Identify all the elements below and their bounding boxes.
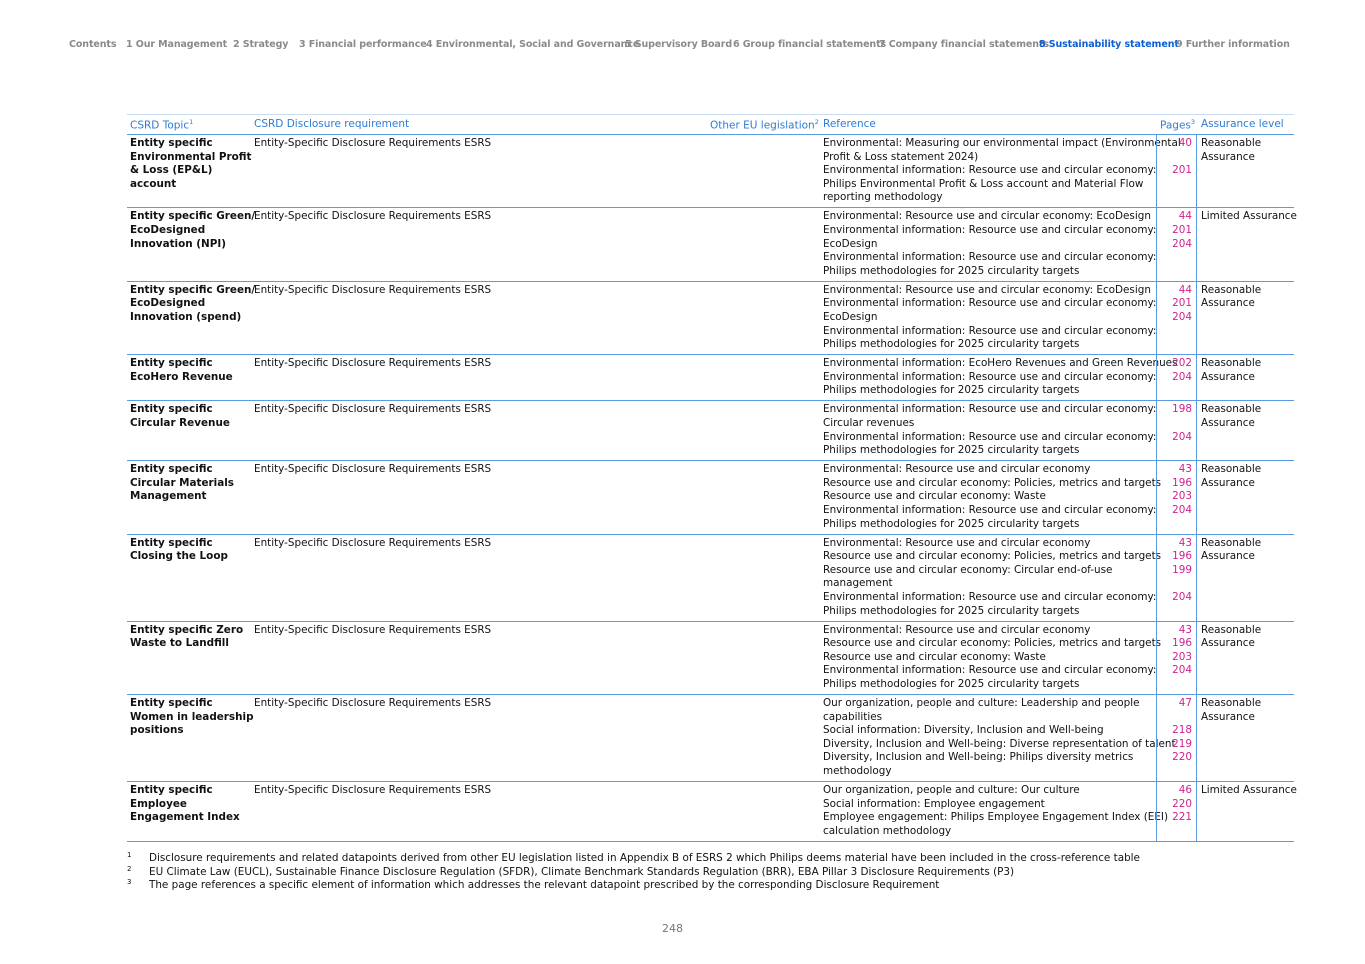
topic-line: Entity specific <box>130 463 213 476</box>
topic-line: Entity specific <box>130 783 213 796</box>
page-link[interactable]: 201 <box>1172 297 1192 310</box>
page-link[interactable]: 203 <box>1172 650 1192 663</box>
footnote <box>127 852 1227 866</box>
table-row <box>127 782 1297 842</box>
page-link <box>1157 605 1192 619</box>
disclosure-requirement-cell: Entity-Specific Disclosure Requirements ESRS <box>254 283 492 296</box>
assurance-line: Reasonable <box>1201 696 1262 709</box>
assurance-line: Assurance <box>1201 637 1255 650</box>
reference-line: Environmental information: Resource use and circular economy: <box>823 324 1157 337</box>
pages-cell <box>1156 282 1197 354</box>
reference-line: EcoDesign <box>823 310 878 323</box>
reference-line: Philips methodologies for 2025 circularity targets <box>823 444 1080 457</box>
assurance-level-cell <box>1201 284 1296 311</box>
nav-item-our-management[interactable]: 1 Our Management <box>126 39 228 50</box>
csrd-topic-cell <box>130 210 256 251</box>
assurance-line: Reasonable <box>1201 536 1262 549</box>
reference-cell <box>823 137 1181 205</box>
csrd-topic-cell <box>130 697 252 738</box>
reference-cell <box>823 783 1169 838</box>
topic-line: Environmental Profit <box>130 150 252 163</box>
reference-cell <box>823 696 1176 779</box>
topic-line: Entity specific <box>130 696 213 709</box>
reference-line: Environmental information: Resource use and circular economy: <box>823 164 1157 177</box>
nav-item-further-information[interactable]: 9 Further information <box>1176 39 1290 50</box>
assurance-line: Reasonable <box>1201 623 1262 636</box>
page-link[interactable]: 204 <box>1172 590 1192 603</box>
assurance-level-cell <box>1201 357 1296 384</box>
reference-cell <box>823 463 1162 531</box>
page-link <box>1157 577 1192 591</box>
reference-line: Resource use and circular economy: Policies, metrics and targets <box>823 476 1162 489</box>
disclosure-requirement-cell: Entity-Specific Disclosure Requirements ESRS <box>254 696 492 709</box>
pages-cell <box>1156 355 1197 400</box>
page-link[interactable]: 44 <box>1178 210 1192 223</box>
page-link[interactable]: 201 <box>1172 223 1192 236</box>
topic-line: Management <box>130 490 207 503</box>
reference-line: Our organization, people and culture: Our culture <box>823 783 1080 796</box>
topic-line: Circular Revenue <box>130 416 230 429</box>
page-link <box>1157 338 1192 352</box>
header-assurance-level: Assurance level <box>1201 118 1284 130</box>
disclosure-requirement-cell: Entity-Specific Disclosure Requirements ESRS <box>254 623 492 636</box>
disclosure-requirement-cell: Entity-Specific Disclosure Requirements ESRS <box>254 536 492 549</box>
reference-line: Resource use and circular economy: Policies, metrics and targets <box>823 637 1162 650</box>
assurance-line: Assurance <box>1201 416 1255 429</box>
reference-cell <box>823 284 1155 352</box>
page-link[interactable]: 198 <box>1172 403 1192 416</box>
topic-line: Entity specific Green/ <box>130 283 256 296</box>
reference-line: Social information: Employee engagement <box>823 797 1045 810</box>
page-link[interactable]: 204 <box>1172 430 1192 443</box>
page-link <box>1157 417 1192 431</box>
assurance-level-cell <box>1201 463 1296 490</box>
footnote-text: EU Climate Law (EUCL), Sustainable Finance Disclosure Regulation (SFDR), Climate Benchmark Standards Regulation (BRR), EBA Pillar 3 Disclosure Requirements (P3) <box>149 865 1015 878</box>
table-row <box>127 355 1294 401</box>
reference-line: Environmental information: Resource use and circular economy: <box>823 297 1157 310</box>
topic-line: Entity specific <box>130 357 213 370</box>
reference-line: Resource use and circular economy: Circular end-of-use <box>823 563 1113 576</box>
header-other-eu-legislation: Other EU legislation$^2$ <box>710 118 819 132</box>
table-row <box>127 695 1294 782</box>
header-disclosure-requirement: CSRD Disclosure requirement <box>254 118 410 130</box>
topic-line: Engagement Index <box>130 811 240 824</box>
reference-line: Environmental information: Resource use and circular economy: <box>823 503 1157 516</box>
page-link[interactable]: 201 <box>1172 164 1192 177</box>
pages-cell <box>1156 208 1197 280</box>
page-link <box>1157 191 1192 205</box>
topic-line: Innovation (spend) <box>130 310 242 323</box>
table-row <box>127 401 1294 461</box>
topic-line: Employee <box>130 797 187 810</box>
reference-line: calculation methodology <box>823 824 952 837</box>
reference-line: Philips methodologies for 2025 circularity targets <box>823 264 1080 277</box>
assurance-line: Reasonable <box>1201 283 1262 296</box>
page-link[interactable]: 220 <box>1172 751 1192 764</box>
footnote <box>127 879 1227 893</box>
csrd-topic-cell <box>130 357 252 384</box>
topic-line: Entity specific <box>130 403 213 416</box>
reference-line: EcoDesign <box>823 237 878 250</box>
reference-line: Resource use and circular economy: Waste <box>823 490 1046 503</box>
disclosure-requirement-cell: Entity-Specific Disclosure Requirements ESRS <box>254 357 492 370</box>
page-link[interactable]: 218 <box>1172 724 1192 737</box>
footnote-number: 3 <box>127 878 132 887</box>
assurance-line: Reasonable <box>1201 403 1262 416</box>
pages-cell <box>1156 622 1197 694</box>
reference-line: Our organization, people and culture: Leadership and people <box>823 696 1140 709</box>
page-link[interactable]: 204 <box>1172 370 1192 383</box>
reference-line: Environmental information: Resource use and circular economy: <box>823 590 1157 603</box>
disclosure-requirement-cell: Entity-Specific Disclosure Requirements ESRS <box>254 137 492 149</box>
table-row <box>127 461 1294 534</box>
reference-line: Circular revenues <box>823 416 915 429</box>
pages-cell <box>1156 695 1197 781</box>
topic-line: Innovation (NPI) <box>130 237 226 250</box>
nav-item-financial-performance[interactable]: 3 Financial performance <box>299 39 427 50</box>
assurance-level-cell <box>1201 210 1296 224</box>
csrd-topic-cell <box>130 137 252 191</box>
reference-line: Philips methodologies for 2025 circularity targets <box>823 517 1080 530</box>
footnote-number: 2 <box>127 864 132 873</box>
footnote <box>127 866 1227 880</box>
csrd-topic-cell <box>130 537 252 564</box>
page-link[interactable]: 203 <box>1172 490 1192 503</box>
reference-cell <box>823 536 1162 619</box>
reference-line: methodology <box>823 764 892 777</box>
reference-line: Environmental information: Resource use and circular economy: <box>823 223 1157 236</box>
page-link[interactable]: 196 <box>1172 637 1192 650</box>
topic-line: Waste to Landfill <box>130 637 229 650</box>
assurance-line: Limited Assurance <box>1201 210 1297 223</box>
topic-line: Entity specific Green/ <box>130 210 256 223</box>
assurance-line: Limited Assurance <box>1201 783 1297 796</box>
assurance-level-cell <box>1201 403 1296 430</box>
reference-line: Environmental: Resource use and circular economy <box>823 623 1091 636</box>
topic-line: positions <box>130 724 184 737</box>
table-row <box>127 282 1294 355</box>
pages-cell <box>1156 461 1197 533</box>
topic-line: account <box>130 177 177 190</box>
assurance-line: Reasonable <box>1201 137 1262 149</box>
page-link <box>1157 178 1192 192</box>
assurance-level-cell <box>1201 537 1296 564</box>
reference-line: Philips methodologies for 2025 circularity targets <box>823 338 1080 351</box>
page-link[interactable]: 204 <box>1172 310 1192 323</box>
reference-line: Environmental: Resource use and circular economy: EcoDesign <box>823 210 1151 223</box>
reference-cell <box>823 210 1155 278</box>
footnote-text: Disclosure requirements and related datapoints derived from other EU legislation listed in Appendix B of ESRS 2 which Philips deems material have been included in the cross-reference table <box>149 852 1140 864</box>
table-body <box>127 135 1297 842</box>
page-link <box>1157 518 1192 532</box>
footnote-number: 1 <box>127 851 132 859</box>
page-link <box>1157 444 1192 458</box>
reference-line: Environmental: Resource use and circular economy: EcoDesign <box>823 283 1151 296</box>
pages-cell <box>1156 401 1197 460</box>
reference-line: reporting methodology <box>823 191 943 204</box>
page-link[interactable]: 220 <box>1172 797 1192 810</box>
page-link[interactable]: 196 <box>1172 550 1192 563</box>
disclosure-requirement-cell: Entity-Specific Disclosure Requirements ESRS <box>254 403 492 416</box>
reference-line: Philips methodologies for 2025 circularity targets <box>823 384 1080 397</box>
topic-line: Entity specific Zero <box>130 623 244 636</box>
reference-line: Environmental: Resource use and circular economy <box>823 463 1091 476</box>
csrd-cross-reference-table <box>127 114 1297 842</box>
reference-line: Environmental information: Resource use and circular economy: <box>823 430 1157 443</box>
disclosure-requirement-cell: Entity-Specific Disclosure Requirements ESRS <box>254 463 492 476</box>
page-link[interactable]: 204 <box>1172 503 1192 516</box>
nav-item-company-financial-statements[interactable]: 7 Company financial statements <box>879 39 1049 50</box>
page-number: 248 <box>662 922 683 935</box>
table-row <box>127 622 1294 695</box>
page-link[interactable]: 219 <box>1172 737 1192 750</box>
header-reference: Reference <box>823 118 876 130</box>
reference-line: Environmental information: Resource use and circular economy: <box>823 370 1157 383</box>
page-link[interactable]: 43 <box>1178 623 1192 636</box>
reference-cell <box>823 403 1155 457</box>
header-csrd-topic: CSRD Topic$^1$ <box>130 118 194 132</box>
page-link[interactable]: 204 <box>1172 664 1192 677</box>
assurance-level-cell <box>1201 624 1296 651</box>
assurance-line: Assurance <box>1201 297 1255 310</box>
topic-line: & Loss (EP&L) <box>130 164 213 177</box>
footnotes <box>127 852 1227 893</box>
header-pages: Pages$^3$ <box>1160 118 1196 132</box>
pages-cell <box>1156 782 1197 841</box>
reference-line: management <box>823 577 893 590</box>
page-link <box>1157 825 1192 839</box>
page-link[interactable]: 47 <box>1178 696 1192 709</box>
assurance-line: Assurance <box>1201 476 1255 489</box>
page-link <box>1157 325 1192 339</box>
reference-line: Diversity, Inclusion and Well-being: Diverse representation of talent <box>823 737 1176 750</box>
page-link[interactable]: 202 <box>1172 357 1192 370</box>
nav-item-esg[interactable]: 4 Environmental, Social and Governance <box>426 39 640 50</box>
reference-line: Environmental information: Resource use and circular economy: <box>823 251 1157 264</box>
nav-item-supervisory-board[interactable]: 5 Supervisory Board <box>625 39 733 50</box>
page-link[interactable]: 43 <box>1178 536 1192 549</box>
topic-line: EcoHero Revenue <box>130 370 233 383</box>
nav-item-strategy[interactable]: 2 Strategy <box>233 39 289 50</box>
topic-line: EcoDesigned <box>130 297 206 310</box>
nav-item-sustainability-statement[interactable]: 8 Sustainability statement <box>1039 39 1179 50</box>
reference-line: Environmental: Resource use and circular economy <box>823 536 1091 549</box>
reference-line: Profit & Loss statement 2024) <box>823 150 979 163</box>
topic-line: Circular Materials <box>130 476 234 489</box>
top-navigation <box>69 39 1299 53</box>
nav-item-group-financial-statements[interactable]: 6 Group financial statements <box>733 39 887 50</box>
page-link[interactable]: 44 <box>1178 283 1192 296</box>
reference-line: Social information: Diversity, Inclusion and Well-being <box>823 724 1104 737</box>
pages-cell <box>1156 535 1197 621</box>
reference-line: Environmental information: Resource use and circular economy: <box>823 664 1157 677</box>
assurance-line: Assurance <box>1201 370 1255 383</box>
page-link[interactable]: 46 <box>1178 783 1192 796</box>
topic-line: Closing the Loop <box>130 550 228 563</box>
reference-line: Environmental information: Resource use and circular economy: <box>823 403 1157 416</box>
footnote-text: The page references a specific element of information which addresses the relevant datapoint prescribed by the corresponding Disclosure Requirement <box>149 879 940 892</box>
assurance-level-cell <box>1201 697 1296 724</box>
reference-line: Philips Environmental Profit & Loss account and Material Flow <box>823 177 1144 190</box>
reference-line: capabilities <box>823 710 883 723</box>
page-link[interactable]: 199 <box>1172 563 1192 576</box>
page-link <box>1157 251 1192 265</box>
nav-item-contents[interactable]: Contents <box>69 39 117 50</box>
assurance-line: Reasonable <box>1201 357 1262 370</box>
assurance-line: Assurance <box>1201 550 1255 563</box>
page-link[interactable]: 221 <box>1172 811 1192 824</box>
page-link[interactable]: 196 <box>1172 476 1192 489</box>
csrd-topic-cell <box>130 784 252 825</box>
reference-line: Environmental information: EcoHero Revenues and Green Revenues <box>823 357 1178 370</box>
disclosure-requirement-cell: Entity-Specific Disclosure Requirements ESRS <box>254 783 492 796</box>
page-link[interactable]: 40 <box>1178 137 1192 149</box>
assurance-level-cell <box>1201 784 1296 798</box>
reference-line: Diversity, Inclusion and Well-being: Philips diversity metrics <box>823 751 1134 764</box>
page-link <box>1157 711 1192 725</box>
reference-line: Resource use and circular economy: Waste <box>823 650 1046 663</box>
page-link <box>1157 678 1192 692</box>
reference-line: Philips methodologies for 2025 circularity targets <box>823 604 1080 617</box>
page-link <box>1157 151 1192 165</box>
topic-line: EcoDesigned <box>130 223 206 236</box>
topic-line: Women in leadership <box>130 710 254 723</box>
table-row <box>127 535 1294 622</box>
table-row <box>127 208 1297 281</box>
topic-line: Entity specific <box>130 536 213 549</box>
table-header <box>127 115 1294 135</box>
csrd-topic-cell <box>130 463 252 504</box>
table-row <box>127 135 1294 208</box>
assurance-line: Assurance <box>1201 150 1255 163</box>
assurance-line: Assurance <box>1201 710 1255 723</box>
pages-cell <box>1156 135 1197 207</box>
disclosure-requirement-cell: Entity-Specific Disclosure Requirements ESRS <box>254 210 492 223</box>
page-link <box>1157 765 1192 779</box>
reference-line: Employee engagement: Philips Employee Engagement Index (EEI) <box>823 811 1169 824</box>
csrd-topic-cell <box>130 403 252 430</box>
page-link <box>1157 384 1192 398</box>
page-link <box>1157 265 1192 279</box>
reference-cell <box>823 623 1162 692</box>
page-link[interactable]: 43 <box>1178 463 1192 476</box>
csrd-topic-cell <box>130 283 256 325</box>
assurance-line: Reasonable <box>1201 463 1262 476</box>
reference-cell <box>823 357 1178 398</box>
topic-line: Entity specific <box>130 137 213 149</box>
reference-line: Resource use and circular economy: Policies, metrics and targets <box>823 550 1162 563</box>
page-link[interactable]: 204 <box>1172 237 1192 250</box>
reference-line: Philips methodologies for 2025 circularity targets <box>823 677 1080 690</box>
assurance-level-cell <box>1201 137 1296 164</box>
reference-line: Environmental: Measuring our environmental impact (Environmental <box>823 137 1181 149</box>
csrd-topic-cell <box>130 624 252 651</box>
